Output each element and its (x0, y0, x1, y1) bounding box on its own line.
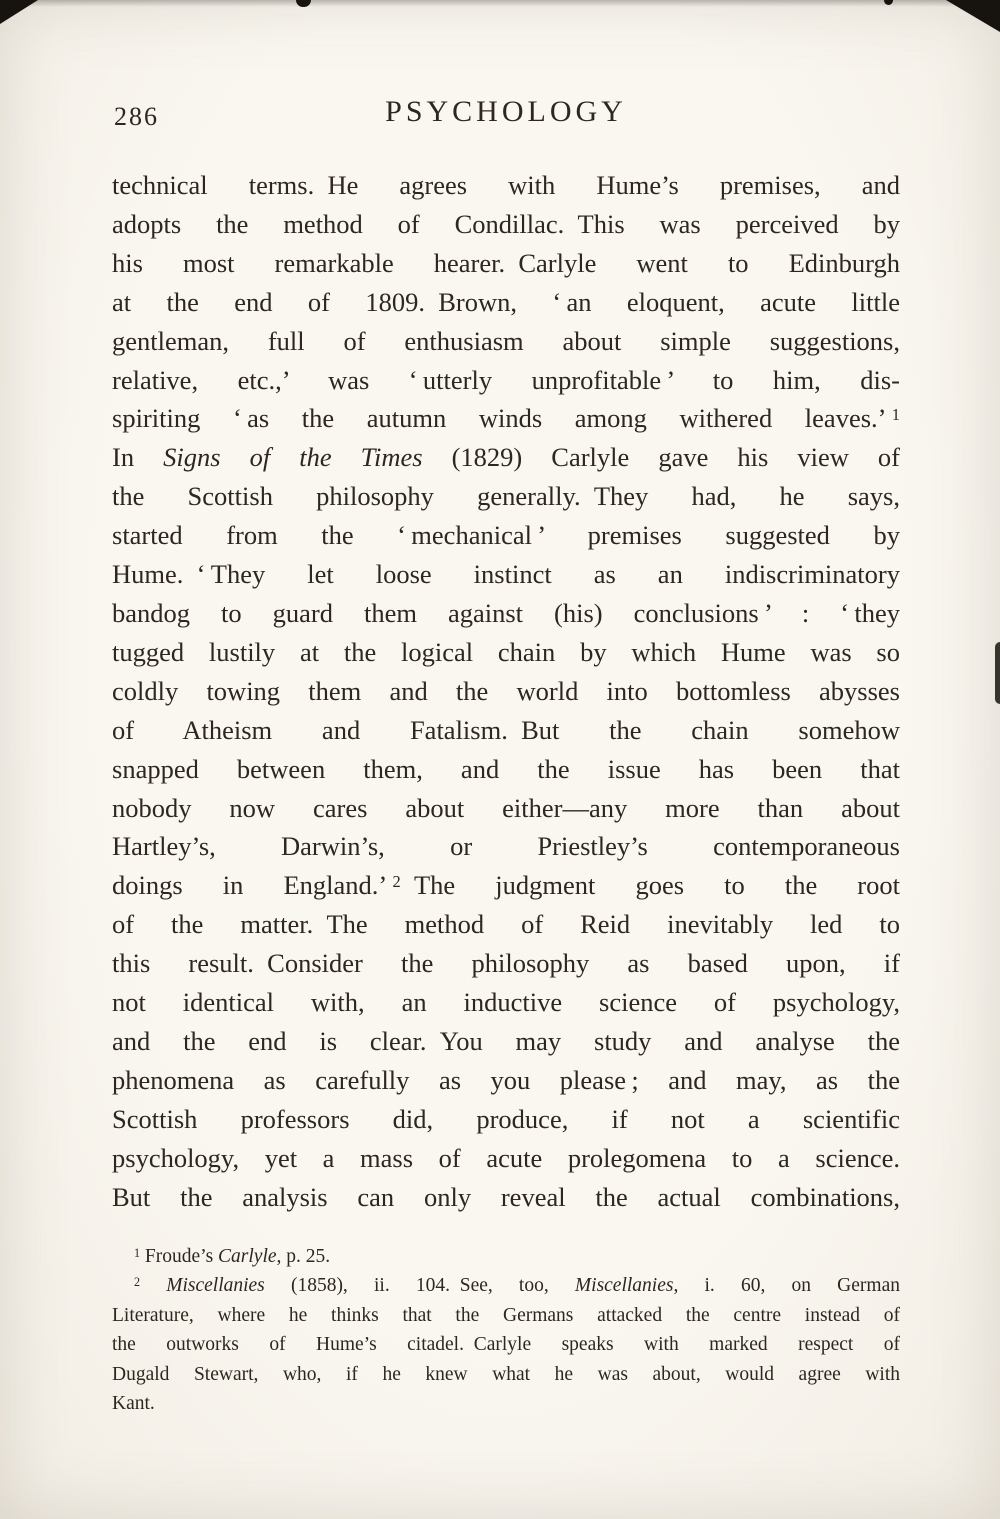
body-line (112, 205, 900, 244)
scan-edge-shadow (0, 0, 1000, 7)
body-line (112, 1178, 900, 1217)
body-line (112, 983, 900, 1022)
text-segment: adopts the method of Condillac. This was perceived by (112, 208, 900, 239)
text-segment: his most remarkable hearer. Carlyle went to Edinburgh (112, 247, 900, 278)
body-line (112, 166, 900, 205)
text-segment: of the matter. The method of Reid inevitably led to (112, 909, 900, 940)
page-header (112, 95, 900, 139)
text-segment: tugged lustily at the logical chain by which Hume was so (112, 636, 900, 667)
body-line (112, 633, 900, 672)
text-segment: (1829) Carlyle gave his view of (422, 442, 900, 473)
body-line (112, 594, 900, 633)
text-segment: doings in England.’ (112, 870, 393, 901)
text-segment: not identical with, an inductive science of psychology, (112, 987, 900, 1018)
footnote-line (112, 1360, 900, 1389)
footnote-line (112, 1271, 900, 1300)
body-line (112, 516, 900, 555)
text-segment: at the end of 1809. Brown, ‘ an eloquent, acute little (112, 286, 900, 317)
text-segment: technical terms. He agrees with Hume’s premises, and (112, 170, 900, 200)
text-segment: coldly towing them and the world into bottomless abysses (112, 675, 900, 706)
text-segment: (1858), ii. 104. See, too, (264, 1275, 575, 1297)
body-line (112, 672, 900, 711)
footnote-line (112, 1242, 900, 1271)
body-line (112, 1022, 900, 1061)
text-segment: bandog to guard them against (his) conclusions ’ : ‘ they (112, 597, 900, 628)
text-segment: Hartley’s, Darwin’s, or Priestley’s contemporaneous (112, 831, 900, 862)
text-segment: Froude’s (140, 1246, 219, 1267)
text-segment: this result. Consider the philosophy as based upon, if (112, 948, 900, 979)
body-line (112, 789, 900, 828)
footnote-marker: 1 (134, 1245, 141, 1260)
text-segment: and the end is clear. You may study and analyse the (112, 1025, 900, 1056)
text-segment: of Atheism and Fatalism. But the chain somehow (112, 714, 900, 745)
body-line (112, 555, 900, 594)
text-segment: Hume. ‘ They let loose instinct as an indiscriminatory (112, 559, 900, 590)
text-segment: Kant. (112, 1393, 155, 1415)
footnote-line (112, 1389, 900, 1418)
body-line (112, 866, 900, 905)
text-segment: phenomena as carefully as you please ; and may, as the (112, 1064, 900, 1095)
page-number: 286 (114, 102, 159, 131)
italic-text: Miscellanies (574, 1275, 674, 1297)
scan-artifact-top-left-corner (0, 0, 38, 24)
text-segment: Scottish professors did, produce, if not a scientific (112, 1103, 900, 1134)
text-segment: started from the ‘ mechanical ’ premises suggested by (112, 520, 900, 551)
text-segment: The judgment goes to the root (400, 870, 900, 901)
text-segment: , p. 25. (276, 1246, 331, 1267)
text-segment: , i. 60, on German (673, 1275, 900, 1297)
footnote-marker: 2 (134, 1274, 141, 1289)
body-text (112, 166, 900, 1216)
text-segment: But the analysis can only reveal the actual combinations, (112, 1181, 900, 1212)
body-line (112, 905, 900, 944)
text-segment: nobody now cares about either—any more than about (112, 792, 900, 823)
body-line (112, 944, 900, 983)
text-segment: relative, etc.,’ was ‘ utterly unprofitable ’ to him, dis- (112, 364, 900, 395)
body-line (112, 711, 900, 750)
body-line (112, 750, 900, 789)
body-line (112, 438, 900, 477)
text-segment: psychology, yet a mass of acute prolegomena to a science. (112, 1142, 900, 1173)
text-segment: Literature, where he thinks that the Germans attacked the centre instead of (112, 1304, 900, 1326)
footnote-marker: 2 (392, 871, 401, 891)
text-segment: spiriting ‘ as the autumn winds among withered leaves.’ (112, 403, 892, 434)
body-line (112, 1139, 900, 1178)
footnote-section (112, 1242, 900, 1418)
running-header: PSYCHOLOGY (385, 95, 627, 128)
scan-artifact-right-edge (995, 642, 1000, 704)
body-line (112, 244, 900, 283)
italic-text: Signs of the Times (163, 442, 423, 473)
text-segment: gentleman, full of enthusiasm about simple suggestions, (112, 325, 900, 356)
body-line (112, 827, 900, 866)
body-line (112, 1061, 900, 1100)
body-line (112, 361, 900, 400)
italic-text: Miscellanies (166, 1275, 265, 1297)
body-line (112, 399, 900, 438)
body-line (112, 477, 900, 516)
body-line (112, 322, 900, 361)
text-segment (140, 1275, 166, 1296)
text-segment: Dugald Stewart, who, if he knew what he was about, would agree with (112, 1363, 900, 1385)
text-segment: In (112, 442, 164, 473)
text-segment: the outworks of Hume’s citadel. Carlyle speaks with marked respect of (112, 1334, 900, 1356)
footnote-line (112, 1301, 900, 1330)
text-segment: snapped between them, and the issue has been that (112, 753, 900, 784)
body-line (112, 1100, 900, 1139)
footnote-line (112, 1330, 900, 1359)
text-segment: the Scottish philosophy generally. They had, he says, (112, 481, 900, 512)
footnote-marker: 1 (891, 405, 900, 425)
body-line (112, 283, 900, 322)
italic-text: Carlyle (218, 1246, 277, 1267)
